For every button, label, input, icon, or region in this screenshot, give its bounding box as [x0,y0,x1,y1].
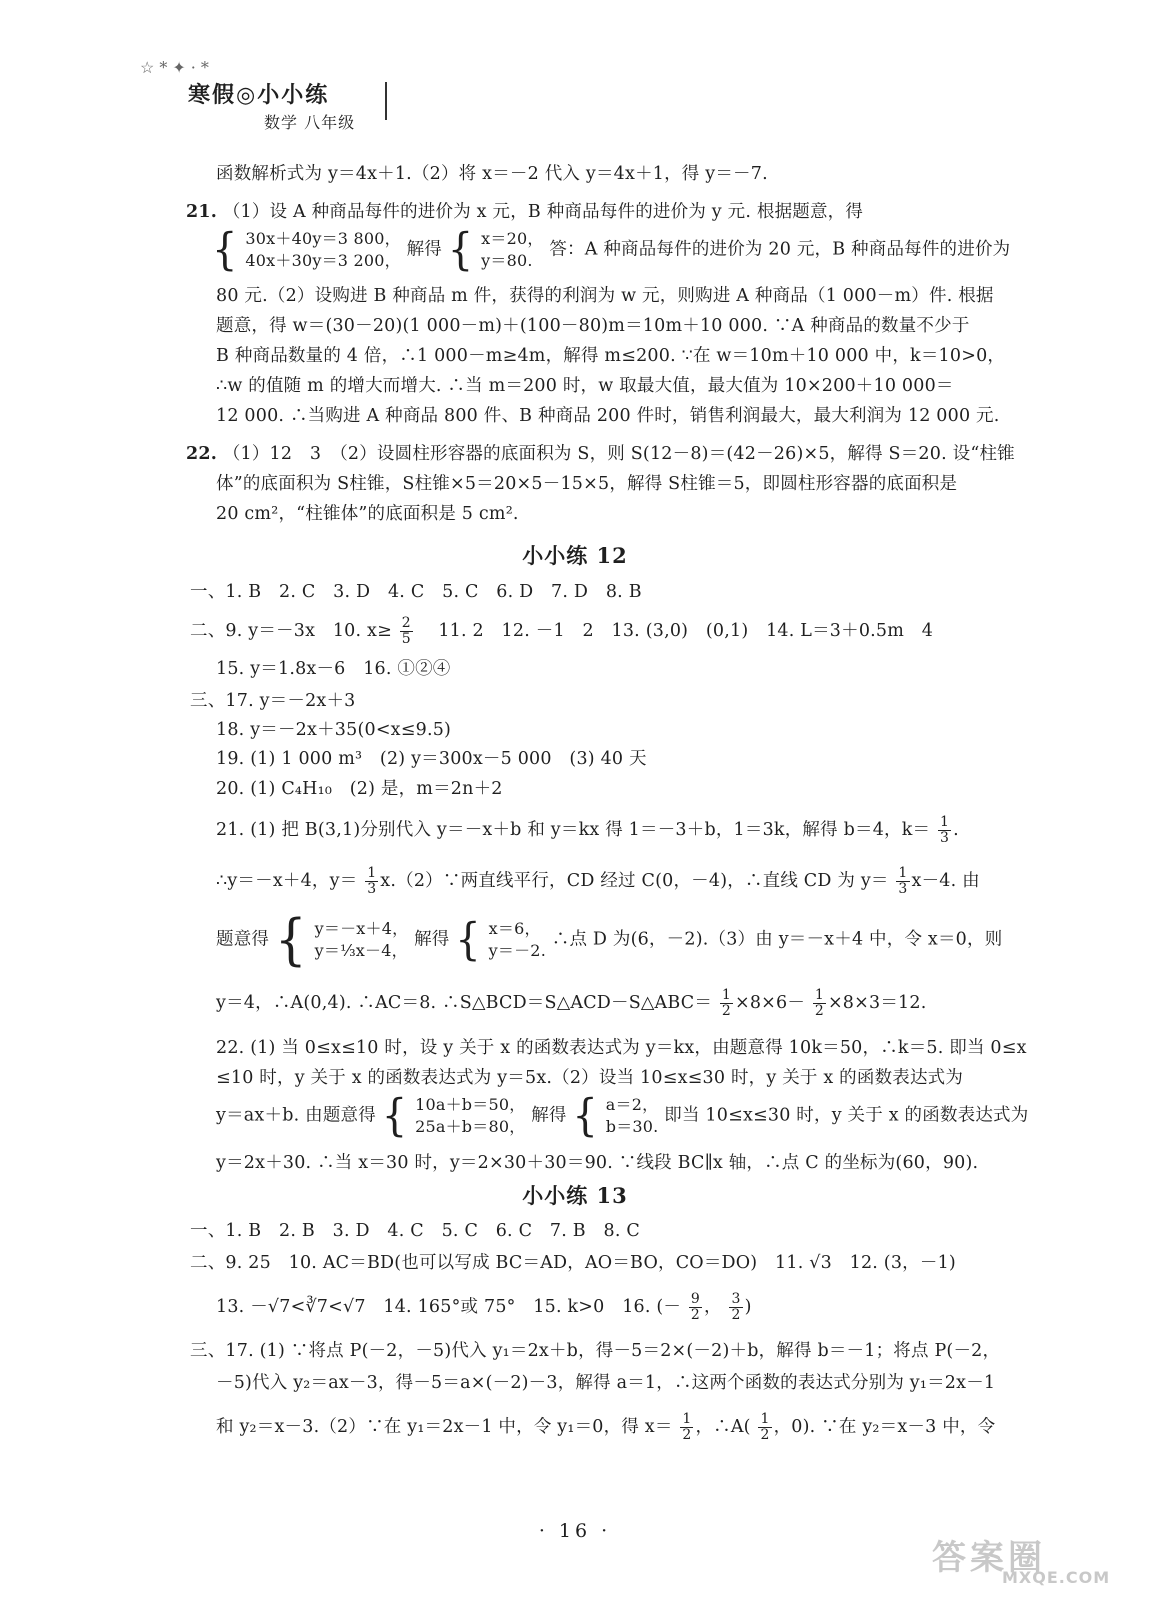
text-span: 二、9. y＝－3x 10. x≥ [190,621,392,641]
text-line [186,201,863,223]
text-line: 函数解析式为 y＝4x＋1.（2）将 x＝－2 代入 y＝4x＋1，得 y＝－7. [216,164,768,184]
watermark-text: 答案圈 [932,1538,1046,1578]
left-brace: { [381,1090,408,1142]
numerator: 3 [731,1291,741,1307]
text-span: ，∴A( [695,1417,751,1437]
fraction [400,616,413,647]
text-line: 80 元.（2）设购进 B 种商品 m 件，获得的利润为 w 元，则购进 A 种商品（1 000－m）件. 根据 [216,286,994,306]
numerator: 1 [367,865,377,881]
fraction [938,815,951,846]
fraction [720,988,733,1019]
text-span: y＝ax＋b. 由题意得 [216,1105,376,1126]
equation: a＝2， [605,1095,659,1114]
denominator: 2 [721,1003,731,1019]
text-line: 18. y＝－2x＋35(0<x≤9.5) [216,720,452,740]
left-brace: { [212,224,238,276]
text-line: 19. (1) 1 000 m³ (2) y＝300x－5 000 (3) 40 天 [216,749,647,769]
denominator: 2 [731,1307,741,1323]
text-span: 11. 2 12. －1 2 13. (3,0) (0,1) 14. L＝3＋0.5m 4 [420,621,934,641]
fraction [680,1412,693,1443]
text-span: 解得 [414,929,450,950]
text-line: 22. (1) 当 0≤x≤10 时，设 y 关于 x 的函数表达式为 y＝kx，由题意得 10k＝50，∴k＝5. 即当 0≤x [216,1038,1027,1058]
text-line: 二、9. 25 10. AC＝BD(也可以写成 BC＝AD，AO＝BO，CO＝DO) 11. √3 12. (3，－1) [190,1253,956,1273]
text-span: ，0). ∵在 y₂＝x－3 中，令 [773,1417,996,1437]
equation: x＝20， [481,229,544,248]
text-span: ∴点 D 为(6，－2).（3）由 y＝－x＋4 中，令 x＝0，则 [551,929,1003,950]
text-line: 三、17. (1) ∵将点 P(－2，－5)代入 y₁＝2x＋b，得－5＝2×(－2)＋b，解得 b＝－1；将点 P(－2， [190,1341,1001,1361]
header-divider [385,82,387,120]
text-line [216,988,926,1019]
text-line: ≤10 时，y 关于 x 的函数表达式为 y＝5x.（2）设当 10≤x≤30 时，y 关于 x 的函数表达式为 [216,1068,964,1088]
book-header [140,58,400,132]
equation: y＝80. [481,251,533,270]
equation-system [606,1094,659,1138]
question-number: 22. [186,444,218,464]
stars-decoration: ☆*✦·* [140,58,214,77]
equation: 10a＋b＝50， [415,1095,526,1114]
question-number: 21. [186,202,218,222]
text-line: 15. y＝1.8x－6 16. ①②④ [216,659,451,679]
fraction [729,1292,742,1323]
text-span: ×8×3＝12. [827,993,927,1013]
numerator: 9 [690,1291,700,1307]
text-span: y＝4，∴A(0,4). ∴AC＝8. ∴S△BCD＝S△ACD－S△ABC＝ [216,993,713,1013]
text-span: （1）12 3 （2）设圆柱形容器的底面积为 S，则 S(12－8)＝(42－26)×5，解得 S＝20. 设“柱锥 [222,444,1015,464]
text-line [190,616,933,647]
numerator: 1 [814,987,824,1003]
equation: b＝30. [605,1117,659,1136]
text-span: ) [744,1297,752,1317]
text-span: 解得 [531,1105,567,1126]
left-brace: { [455,914,481,966]
equation-system [481,228,543,272]
denominator: 3 [898,881,908,897]
left-brace: { [572,1090,599,1142]
fraction [689,1292,702,1323]
text-line: 一、1. B 2. B 3. D 4. C 5. C 6. C 7. B 8. C [190,1221,640,1241]
equation: x＝6， [488,919,541,938]
page-number: · 16 · [538,1520,612,1542]
book-subtitle: 数学 八年级 [264,113,356,132]
text-span: 和 y₂＝x－3.（2）∵在 y₁＝2x－1 中，令 y₁＝0，得 x＝ [216,1417,673,1437]
text-line: y＝2x＋30. ∴当 x＝30 时，y＝2×30＋30＝90. ∵线段 BC∥x 轴，∴点 C 的坐标为(60，90). [216,1153,979,1173]
text-span: ， [704,1297,722,1317]
watermark-logo [932,1530,1132,1590]
equation-system [245,228,400,272]
text-span: 13. －√7<∛7<√7 14. 165°或 75° 15. k>0 16. (－ [216,1297,682,1317]
text-line [216,1292,752,1323]
numerator: 1 [682,1411,692,1427]
text-line [216,1412,995,1443]
denominator: 2 [760,1427,770,1443]
text-span: x－4. 由 [911,871,980,891]
equation-system [489,918,546,962]
text-line: 题意，得 w＝(30－20)(1 000－m)＋(100－80)m＝10m＋10 000. ∵A 种商品的数量不少于 [216,316,970,336]
denominator: 2 [814,1003,824,1019]
left-brace: { [447,224,474,276]
equation: y＝－x＋4， [314,919,409,938]
text-span: ∴y＝－x＋4，y＝ [216,871,358,891]
equation-line [216,908,1003,978]
equation-system [415,1094,525,1138]
text-line: 体”的底面积为 S柱锥，S柱锥×5＝20×5－15×5，解得 S柱锥＝5，即圆柱形容器的底面积是 [216,474,958,494]
numerator: 1 [721,987,731,1003]
section-title: 小小练 12 [522,543,628,568]
text-line: B 种商品数量的 4 倍，∴1 000－m≥4m，解得 m≤200. ∵在 w＝10m＋10 000 中，k＝10>0， [216,346,1006,366]
text-span: 答：A 种商品每件的进价为 20 元，B 种商品每件的进价为 [549,239,1011,260]
fraction [896,866,909,897]
text-line [216,815,959,846]
denominator: 3 [940,830,950,846]
book-brand: 寒假◎小小练 [188,82,330,108]
numerator: 2 [401,615,411,631]
watermark-url: MXQE.COM [1002,1568,1111,1587]
text-span: （1）设 A 种商品每件的进价为 x 元，B 种商品每件的进价为 y 元. 根据题意，得 [222,202,864,222]
text-line: －5)代入 y₂＝ax－3，得－5＝a×(－2)－3，解得 a＝1，∴这两个函数的表达式分别为 y₁＝2x－1 [216,1373,996,1393]
text-span: ×8×6－ [734,993,806,1013]
denominator: 3 [367,881,377,897]
equation: 25a＋b＝80， [415,1117,526,1136]
fraction [365,866,378,897]
text-line: 20. (1) C₄H₁₀ (2) 是，m＝2n＋2 [216,779,503,799]
equation: y＝－2. [488,941,546,960]
text-span: 题意得 [216,929,270,950]
equation: 40x＋30y＝3 200， [245,251,401,270]
denominator: 2 [690,1307,700,1323]
equation-system [315,918,409,962]
text-span: x.（2）∵两直线平行，CD 经过 C(0，－4)，∴直线 CD 为 y＝ [380,871,889,891]
text-span: 即当 10≤x≤30 时，y 关于 x 的函数表达式为 [664,1105,1029,1126]
text-line: 三、17. y＝－2x＋3 [190,691,356,711]
equation: 30x＋40y＝3 800， [245,229,401,248]
text-line: 一、1. B 2. C 3. D 4. C 5. C 6. D 7. D 8. B [190,582,642,602]
text-span: 解得 [406,239,442,260]
equation-line [216,1090,1029,1144]
equation-line [212,224,1011,278]
section-title: 小小练 13 [522,1183,628,1208]
numerator: 1 [760,1411,770,1427]
fraction [813,988,826,1019]
text-line: 12 000. ∴当购进 A 种商品 800 件、B 种商品 200 件时，销售利润最大，最大利润为 12 000 元. [216,406,1000,426]
text-line: ∴w 的值随 m 的增大而增大. ∴当 m＝200 时，w 取最大值，最大值为 10×200＋10 000＝ [216,376,954,396]
denominator: 5 [401,631,411,647]
text-span: . [953,820,959,840]
text-line [186,443,1015,465]
numerator: 1 [898,865,908,881]
fraction [758,1412,771,1443]
text-line: 20 cm²，“柱锥体”的底面积是 5 cm². [216,504,519,524]
equation: y＝⅓x－4， [314,941,408,960]
text-line [216,866,980,897]
denominator: 2 [682,1427,692,1443]
numerator: 1 [940,814,950,830]
left-brace: { [274,908,307,972]
text-span: 21. (1) 把 B(3,1)分别代入 y＝－x＋b 和 y＝kx 得 1＝－3＋b，1＝3k，解得 b＝4，k＝ [216,820,931,840]
